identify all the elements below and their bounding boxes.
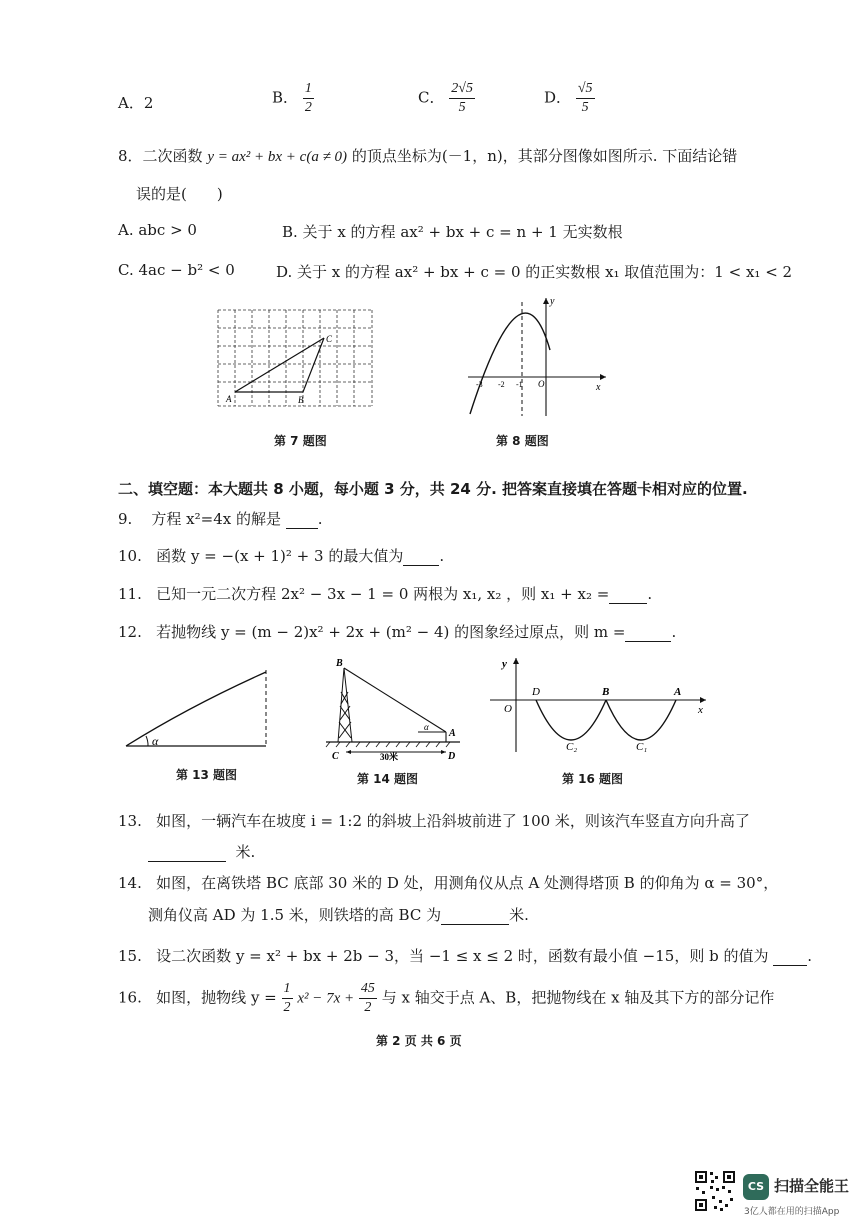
fig8-caption: 第 8 题图 (496, 434, 549, 448)
q16-fraction-half (282, 980, 293, 1017)
q16-text-mid: x² − 7x + (297, 990, 355, 1007)
q11-text: 已知一元二次方程 2x² − 3x − 1 = 0 两根为 x₁, x₂ ，则 x₁ + x₂ = (156, 585, 610, 603)
fig14-label-b: B (336, 658, 343, 669)
fig14-label-alpha: α (424, 722, 429, 732)
q11-number: 11. (118, 585, 142, 603)
q7-option-c (418, 80, 475, 117)
q16 (118, 980, 774, 1017)
fig16-y-arrow (513, 658, 519, 664)
fig14-sight-line (344, 668, 446, 732)
fig7-grid-diagram (214, 306, 376, 410)
q9 (118, 508, 323, 529)
fig8-label-m2: -2 (498, 380, 505, 389)
fig16-label-c1: C₁ (636, 741, 648, 753)
fig16-parabola-diagram (486, 652, 712, 756)
fig13-caption: 第 13 题图 (176, 768, 238, 782)
fig13-angle-arc (146, 736, 148, 746)
q7-option-a-label: A． (118, 94, 144, 112)
fig14-label-d: D (448, 751, 456, 762)
fig16-label-c2: C₂ (566, 741, 578, 753)
q16-fraction-45-2 (359, 980, 377, 1017)
fig13-label-alpha: α (152, 734, 159, 748)
q12-answer-blank[interactable] (625, 625, 671, 642)
fig14-ground-hatch (326, 742, 450, 747)
fig7-caption: 第 7 题图 (274, 434, 327, 448)
q8-stem-line2: 误的是( ) (136, 185, 223, 203)
fig7-label-b: B (298, 395, 304, 405)
q7-option-b-label: B． (272, 88, 299, 107)
fig8-x-arrow (600, 374, 606, 380)
q15-number: 15. (118, 947, 142, 965)
q15 (118, 945, 812, 966)
fig16-x-arrow (700, 697, 706, 703)
fig16-label-d: D (532, 686, 540, 698)
fig8-parabola-curve (470, 313, 550, 414)
q16-text-pre: 如图，抛物线 y = (156, 988, 277, 1007)
q10-answer-blank[interactable] (403, 549, 439, 566)
page-footer: 第 2 页 共 6 页 (376, 1034, 462, 1048)
q9-number: 9. (118, 510, 133, 528)
fig7-label-c: C (326, 334, 333, 344)
q9-period: . (317, 510, 323, 528)
q8-expr: y = ax² + bx + c(a ≠ 0) (207, 149, 348, 165)
q7-b-den: 2 (304, 100, 312, 115)
q15-answer-blank[interactable] (773, 949, 807, 966)
fig16-curve-c2 (536, 700, 606, 740)
fig7-label-a: A (226, 394, 232, 404)
q7-option-c-fraction (449, 80, 475, 117)
fig16-label-y: y (502, 658, 507, 670)
q16-text-post: 与 x 轴交于点 A、B，把抛物线在 x 轴及其下方的部分记作 (381, 988, 775, 1007)
q16-f2-num: 45 (359, 980, 377, 999)
q7-option-d-fraction (576, 80, 595, 117)
fig8-parabola-diagram (462, 292, 612, 420)
q7-option-c-label: C． (418, 88, 445, 107)
q7-c-num: 2√5 (449, 80, 475, 99)
fig8-label-m1: -1 (516, 380, 523, 389)
section2-heading: 二、填空题：本大题共 8 小题，每小题 3 分，共 24 分. 把答案直接填在答题卡相对应的位置. (118, 480, 748, 498)
qr-code-icon (694, 1170, 736, 1212)
q14-text-2: 测角仪高 AD 为 1.5 米，则铁塔的高 BC 为 (148, 906, 442, 924)
q14-answer-blank[interactable] (441, 908, 509, 925)
q16-number: 16. (118, 988, 142, 1007)
fig14-dist-arrow-right (441, 750, 446, 754)
q13-number: 13. (118, 812, 142, 830)
q7-b-num: 1 (303, 80, 314, 99)
q12-text: 若抛物线 y = (m − 2)x² + 2x + (m² − 4) 的图象经过原点，则 m = (156, 623, 626, 641)
q7-option-b-fraction (303, 80, 314, 117)
q15-period: . (807, 947, 813, 965)
fig16-label-a: A (674, 686, 682, 698)
fig16-label-o: O (504, 703, 512, 715)
fig16-label-b: B (602, 686, 610, 698)
q14-text: 如图，在离铁塔 BC 底部 30 米的 D 处，用测角仪从点 A 处测得塔顶 B 的仰角为 α = 30°， (156, 874, 779, 892)
q13-line1 (118, 810, 750, 831)
q12-period: . (671, 623, 677, 641)
q8-option-a: A. abc > 0 (118, 221, 197, 239)
fig8-label-x: x (596, 382, 601, 393)
q10-number: 10. (118, 547, 142, 565)
camscanner-logo: CS (743, 1174, 769, 1200)
q10 (118, 545, 444, 566)
fig8-label-y: y (550, 296, 555, 307)
q12 (118, 621, 676, 642)
q8-option-c: C. 4ac − b² < 0 (118, 261, 235, 279)
q16-f1-num: 1 (282, 980, 293, 999)
q16-f1-den: 2 (283, 1000, 291, 1015)
fig14-label-distance: 30米 (380, 752, 399, 762)
q14-unit: 米. (509, 906, 529, 924)
q14-line1 (118, 872, 778, 893)
q13-unit: 米. (235, 843, 256, 861)
q13-answer-blank[interactable] (148, 845, 226, 862)
camscanner-tagline: 3亿人都在用的扫描App (744, 1207, 840, 1217)
q12-number: 12. (118, 623, 142, 641)
fig14-tower (338, 668, 352, 742)
q7-option-d (544, 80, 595, 117)
fig14-label-c: C (332, 751, 339, 762)
q7-option-d-label: D． (544, 88, 572, 107)
fig14-dist-arrow-left (346, 750, 351, 754)
fig8-y-arrow (543, 298, 549, 304)
fig13-slope-diagram (120, 666, 272, 750)
q16-f2-den: 2 (364, 1000, 372, 1015)
fig14-caption: 第 14 题图 (357, 772, 419, 786)
q11-answer-blank[interactable] (609, 587, 647, 604)
q9-text: 方程 x²=4x 的解是 (151, 510, 281, 528)
q11-period: . (647, 585, 653, 603)
q13-line2 (148, 841, 255, 862)
q7-option-a (118, 92, 153, 113)
fig8-label-m3: -3 (476, 380, 483, 389)
fig16-caption: 第 16 题图 (562, 772, 624, 786)
fig16-label-x: x (698, 704, 703, 716)
fig16-curve-c1 (606, 700, 676, 740)
q14-number: 14. (118, 874, 142, 892)
q7-option-b (272, 80, 314, 117)
q8-post: 的顶点坐标为(－1，n)，其部分图像如图所示. 下面结论错 (351, 147, 738, 165)
q8-pre: 8．二次函数 (118, 147, 203, 165)
q7-option-a-value: 2 (143, 94, 154, 112)
fig8-label-o: O (538, 379, 545, 389)
camscanner-brand: 扫描全能王 (774, 1177, 850, 1195)
q9-answer-blank[interactable] (286, 512, 318, 529)
q7-d-num: √5 (576, 80, 595, 99)
q8-stem-line1 (118, 145, 737, 166)
fig13-slope-line (126, 672, 266, 746)
q10-period: . (439, 547, 445, 565)
q8-option-d: D. 关于 x 的方程 ax² + bx + c = 0 的正实数根 x₁ 取值范围为：1 < x₁ < 2 (276, 263, 793, 281)
q13-text: 如图，一辆汽车在坡度 i = 1:2 的斜坡上沿斜坡前进了 100 米，则该汽车竖直方向升高了 (156, 812, 750, 830)
fig14-tower-diagram (318, 656, 468, 764)
q14-line2 (148, 904, 529, 925)
q7-c-den: 5 (458, 100, 466, 115)
fig14-label-a: A (449, 728, 456, 739)
q11 (118, 583, 652, 604)
q10-text: 函数 y = −(x + 1)² + 3 的最大值为 (156, 547, 404, 565)
q15-text: 设二次函数 y = x² + bx + 2b − 3，当 −1 ≤ x ≤ 2 时，函数有最小值 −15，则 b 的值为 (156, 947, 769, 965)
q8-option-b: B. 关于 x 的方程 ax² + bx + c = n + 1 无实数根 (282, 223, 623, 241)
q7-d-den: 5 (581, 100, 589, 115)
